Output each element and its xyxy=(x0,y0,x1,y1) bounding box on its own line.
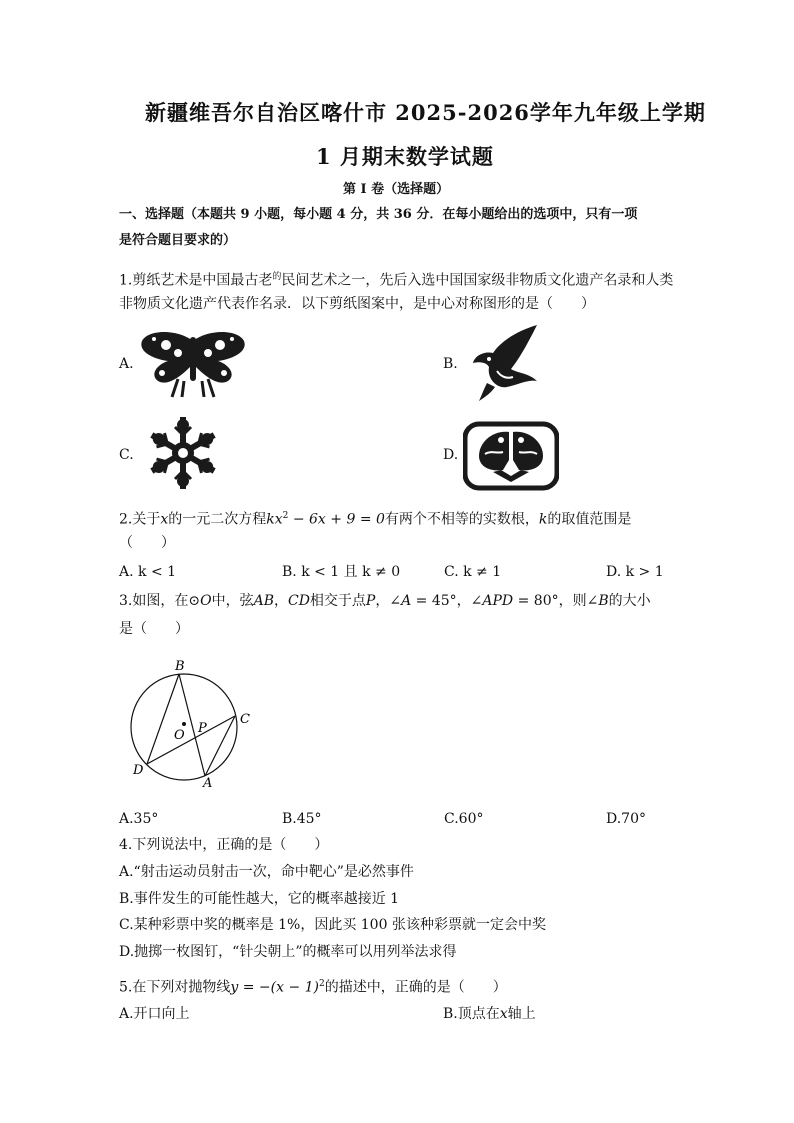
question-4-stem: 4.下列说法中，正确的是（ ） xyxy=(119,837,329,853)
q3-text-g: = 80°，则∠ xyxy=(513,593,599,609)
circle-geometry-figure xyxy=(119,652,269,792)
q2-option-b: B. k < 1 且 k ≠ 0 xyxy=(282,564,401,580)
q3-text-f: = 45°，∠ xyxy=(411,593,483,609)
snowflake-papercut-image xyxy=(145,415,221,491)
q3-text-h: 的大小 xyxy=(608,593,651,609)
label-a: A xyxy=(203,776,213,791)
q3-text-e: ，∠ xyxy=(375,593,402,609)
butterfly-papercut-image xyxy=(138,327,248,399)
q2-var-x: x xyxy=(160,511,169,528)
q2-text-post: 的取值范围是 xyxy=(547,511,632,528)
q4-option-c: C.某种彩票中奖的概率是 1%，因此买 100 张该种彩票就一定会中奖 xyxy=(119,917,546,933)
section-instruction-line2: 是符合题目要求的） xyxy=(119,233,237,248)
q1-option-d-label: D. xyxy=(443,447,459,463)
q2-text-mid2: 有两个不相等的实数根， xyxy=(384,511,539,528)
q3-option-a: A.35° xyxy=(119,811,159,827)
question-2-line1 xyxy=(119,505,631,531)
q2-text-mid: 的一元二次方程 xyxy=(168,511,267,528)
q2-answer-paren: （ ） xyxy=(119,535,175,551)
question-1-line2: 非物质文化遗产代表作名录．以下剪纸图案中，是中心对称图形的是（ ） xyxy=(119,296,595,312)
q1-option-c-label: C. xyxy=(119,447,134,463)
label-o: O xyxy=(174,728,185,743)
q5-text-post: 的描述中，正确的是（ ） xyxy=(324,979,507,996)
q3-text-d: 相交于点 xyxy=(309,593,366,609)
q3-text-b: 中，弦 xyxy=(211,593,254,609)
q3-var-o: O xyxy=(200,593,212,609)
q1-text-a: 1.剪纸艺术是中国最古老 xyxy=(119,272,273,289)
q1-option-a-label: A. xyxy=(119,356,134,372)
exam-title-line2: 1 月期末数学试题 xyxy=(316,144,494,169)
q3-var-ab: AB xyxy=(253,593,274,609)
q5-option-a: A.开口向上 xyxy=(119,1006,190,1022)
label-b: B xyxy=(175,659,185,674)
q3-text-a: 3.如图，在⊙ xyxy=(119,593,201,609)
swallow-papercut-image xyxy=(467,323,539,403)
q2-equation-exp: 2 xyxy=(282,511,289,521)
label-d: D xyxy=(133,763,144,778)
q2-equation-a: kx xyxy=(266,511,283,528)
label-c: C xyxy=(240,712,250,727)
q1-option-b-label: B. xyxy=(443,356,458,372)
q2-option-d: D. k > 1 xyxy=(606,564,664,580)
q1-text-b: 的 xyxy=(272,272,282,282)
section-instruction-line1: 一、选择题（本题共 9 小题，每小题 4 分，共 36 分．在每小题给出的选项中，只有一项 xyxy=(119,207,638,222)
volume-heading: 第 I 卷（选择题） xyxy=(343,182,450,197)
q3-var-a: A xyxy=(401,593,412,609)
label-p: P xyxy=(198,721,207,736)
q2-option-a: A. k < 1 xyxy=(119,564,177,580)
q3-option-b: B.45° xyxy=(282,811,322,827)
question-5-stem xyxy=(119,973,507,999)
q4-option-d: D.抛掷一枚图钉，“针尖朝上”的概率可以用列举法求得 xyxy=(119,944,457,960)
q1-text-c: 民间艺术之一，先后入选中国国家级非物质文化遗产名录和人类 xyxy=(281,272,674,289)
question-3-line2: 是（ ） xyxy=(119,621,189,637)
q5-text-pre: 5.在下列对抛物线 xyxy=(119,979,231,996)
q3-var-b: B xyxy=(598,593,609,609)
q3-text-c: ， xyxy=(273,593,288,609)
q3-var-p: P xyxy=(365,593,376,609)
q3-var-apd: APD xyxy=(482,593,514,609)
q2-text-pre: 2.关于 xyxy=(119,511,161,528)
q3-option-c: C.60° xyxy=(444,811,484,827)
q5-option-b-x: x xyxy=(499,1006,508,1022)
q2-option-c: C. k ≠ 1 xyxy=(444,564,502,580)
q4-option-b: B.事件发生的可能性越大，它的概率越接近 1 xyxy=(119,891,400,907)
q5-option-b xyxy=(443,1003,536,1025)
exam-title-line1: 新疆维吾尔自治区喀什市 2025-2026学年九年级上学期 xyxy=(145,100,706,125)
q5-option-b-a: B.顶点在 xyxy=(443,1006,500,1022)
question-1-line1 xyxy=(119,266,673,292)
q3-option-d: D.70° xyxy=(606,811,646,827)
q2-equation-b: − 6x + 9 = 0 xyxy=(288,511,385,528)
question-3-line1 xyxy=(119,590,651,612)
q4-option-a: A.“射击运动员射击一次，命中靶心”是必然事件 xyxy=(119,864,414,880)
q3-var-cd: CD xyxy=(287,593,310,609)
q2-var-k: k xyxy=(538,511,548,528)
q5-option-b-b: 轴上 xyxy=(507,1006,536,1022)
q5-equation: y = −(x − 1) xyxy=(230,979,319,996)
q5-equation-exp: 2 xyxy=(319,979,325,989)
fish-papercut-image xyxy=(463,420,559,492)
